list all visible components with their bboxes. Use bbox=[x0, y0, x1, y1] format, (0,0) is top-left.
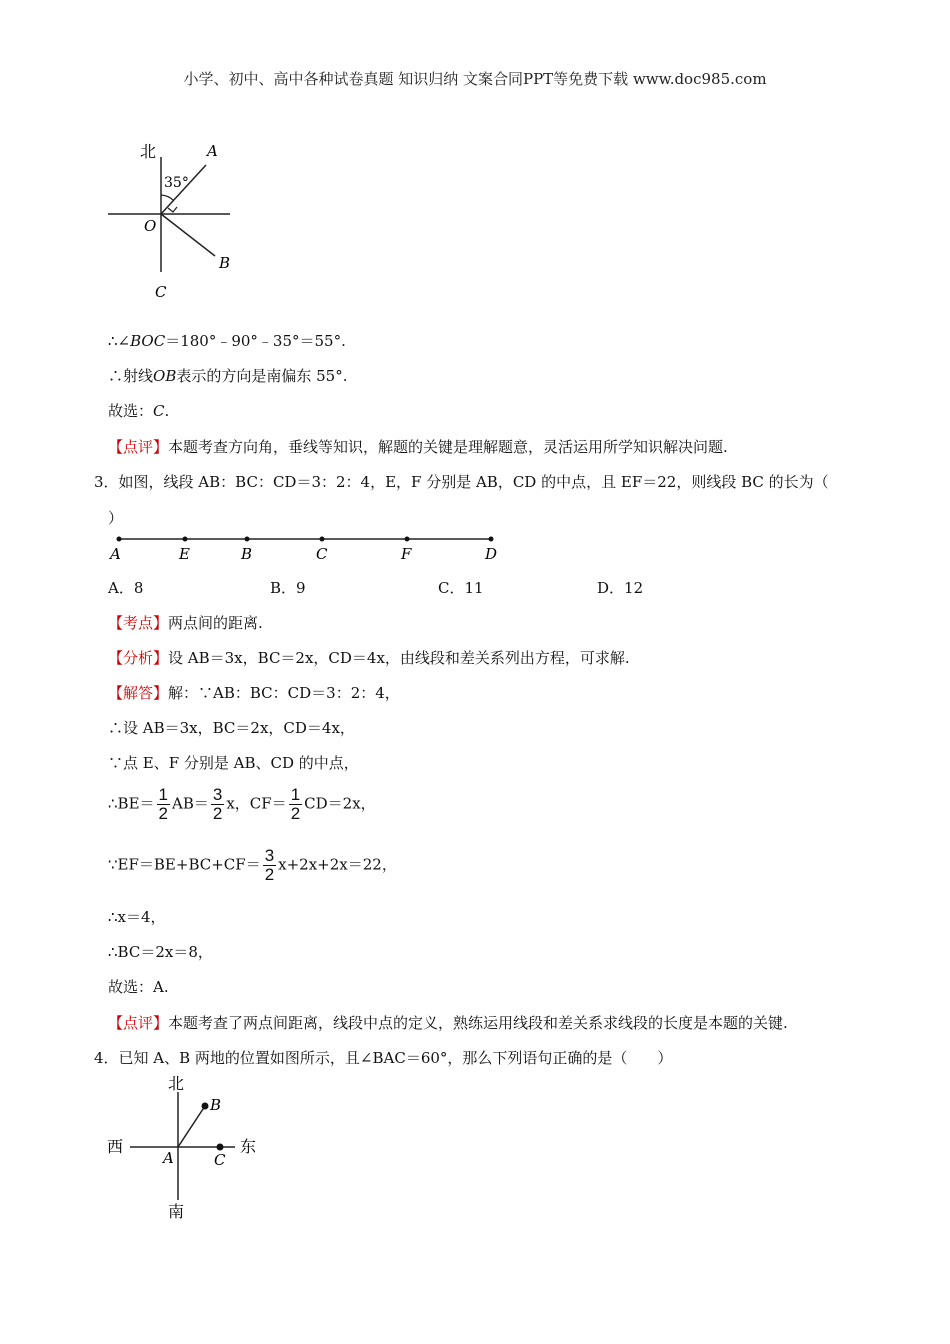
q3-answer: 故选：A. bbox=[108, 978, 169, 996]
q3-step-1: ∴设 AB＝3x，BC＝2x，CD＝4x， bbox=[108, 719, 355, 737]
q3-jieda: 【解答】解：∵AB：BC：CD＝3：2：4， bbox=[108, 684, 400, 702]
label-point-c: C bbox=[316, 545, 328, 563]
fraction: $\frac{3}{2}$ bbox=[264, 846, 275, 884]
label-b: B bbox=[219, 254, 231, 272]
direction-figure-1 bbox=[100, 135, 250, 305]
fraction: $\frac{1}{2}$ bbox=[290, 785, 301, 823]
point-b bbox=[245, 537, 250, 542]
q2-step-1: ∴∠BOC＝180°﹣90°﹣35°＝55°. bbox=[108, 332, 346, 350]
point-e bbox=[183, 537, 188, 542]
label-angle: 35° bbox=[164, 175, 189, 191]
label-east: 东 bbox=[240, 1137, 257, 1156]
direction-figure-2 bbox=[100, 1072, 270, 1222]
fraction: $\frac{3}{2}$ bbox=[212, 785, 223, 823]
q3-option-d[interactable]: D．12 bbox=[597, 579, 644, 597]
label-point-d: D bbox=[485, 545, 498, 563]
label-o: O bbox=[144, 217, 157, 235]
q3-fenxi: 【分析】设 AB＝3x，BC＝2x，CD＝4x，由线段和差关系列出方程，可求解. bbox=[108, 649, 630, 667]
label-west: 西 bbox=[107, 1137, 124, 1156]
q3-option-b[interactable]: B．9 bbox=[270, 579, 306, 597]
label-b: B bbox=[210, 1096, 222, 1114]
q3-step-3: ∴BE＝ $\frac{1}{2}$ AB＝ $\frac{3}{2}$ x，CF＝ $\frac{1}{2}$ CD＝2x， bbox=[108, 785, 376, 823]
q3-step-4: ∵EF＝BE+BC+CF＝ $\frac{3}{2}$ x+2x+2x＝22， bbox=[108, 846, 397, 884]
label-point-a: A bbox=[110, 545, 121, 563]
label-a: A bbox=[207, 142, 218, 160]
label-a: A bbox=[163, 1149, 174, 1167]
label-point-b: B bbox=[241, 545, 253, 563]
point-b-dot bbox=[202, 1103, 209, 1110]
fraction: $\frac{1}{2}$ bbox=[158, 785, 168, 823]
q2-comment: 【点评】本题考查方向角，垂线等知识，解题的关键是理解题意，灵活运用所学知识解决问题. bbox=[108, 438, 728, 456]
q2-answer: 故选：C. bbox=[108, 402, 170, 420]
point-c bbox=[320, 537, 325, 542]
label-point-e: E bbox=[179, 545, 190, 563]
label-point-f: F bbox=[401, 545, 412, 563]
label-north: 北 bbox=[168, 1074, 185, 1093]
point-f bbox=[405, 537, 410, 542]
page-header: 小学、初中、高中各种试卷真题 知识归纳 文案合同PPT等免费下载 www.doc985.com bbox=[183, 70, 767, 88]
q3-option-a[interactable]: A．8 bbox=[108, 579, 144, 597]
segment-figure bbox=[105, 530, 505, 566]
q3-stem-end: ） bbox=[108, 509, 124, 527]
q3-step-6: ∴BC＝2x＝8， bbox=[108, 943, 213, 961]
label-c: C bbox=[214, 1151, 226, 1169]
point-d bbox=[489, 537, 494, 542]
q3-step-5: ∴x＝4， bbox=[108, 908, 166, 926]
label-north: 北 bbox=[140, 142, 157, 161]
q3-stem: 3．如图，线段 AB：BC：CD＝3：2：4，E，F 分别是 AB，CD 的中点，且 EF＝22，则线段 BC 的长为（ bbox=[94, 473, 829, 491]
q3-option-c[interactable]: C．11 bbox=[438, 579, 484, 597]
point-a bbox=[117, 537, 122, 542]
q4-stem: 4．已知 A、B 两地的位置如图所示，且∠BAC＝60°，那么下列语句正确的是（ ） bbox=[94, 1049, 673, 1067]
q3-comment: 【点评】本题考查了两点间距离，线段中点的定义，熟练运用线段和差关系求线段的长度是本题的关键. bbox=[108, 1014, 788, 1032]
label-south: 南 bbox=[168, 1202, 185, 1221]
q3-kaodian: 【考点】两点间的距离. bbox=[108, 614, 263, 632]
point-c-dot bbox=[217, 1144, 224, 1151]
label-c: C bbox=[155, 283, 167, 301]
q2-step-2: ∴射线OB表示的方向是南偏东 55°. bbox=[108, 367, 348, 385]
q3-step-2: ∵点 E、F 分别是 AB、CD 的中点， bbox=[108, 754, 359, 772]
